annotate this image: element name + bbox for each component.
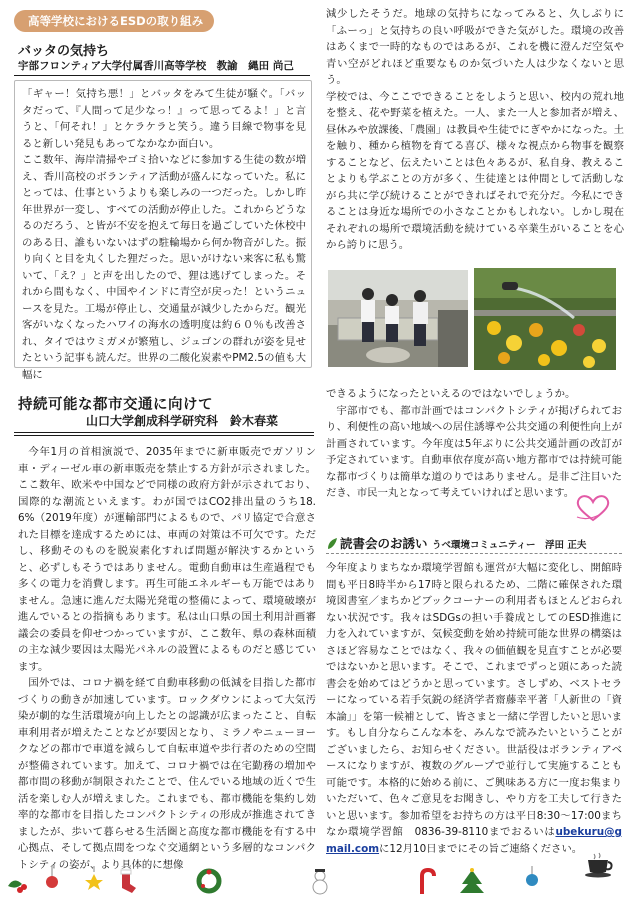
wreath-icon: [199, 870, 219, 892]
christmas-decoration-strip: [4, 866, 632, 896]
article-author-nawata: 宇部フロンティア大学付属香川高等学校 教諭 縄田 尚己: [18, 60, 294, 72]
article-body-grasshopper-continued: [326, 6, 624, 264]
paragraph: ここ数年、海岸清掃やゴミ拾いなどに参加する生徒の数が増え、香川高校のボランティア活動が盛んになっていた。私にとっては、仕事というよりも楽しみの一つだった。しかし昨年世界が一変し、すべての活動が停止した。これからどうなるのだろう、と皆が不安を抱えて毎日を過ごしていた休校中のある日、誰もいないはずの駐輪場から何か物音がした。振り向くと目を丸くした狸だった。思いがけない来客に私も驚いて、「え？」と声を出したので、狸は逃げてしまった。それから間もなく、中国やインドに青空が戻った！というニュースを見た。工場が停止し、交通量が減少したからだ。観光客がいなくなったハワイの海水の透明度は約６０％も改善され、タイではウミガメが繁殖し、ジュゴンの群れが姿を見せたという記事も読んだ。世界の二酸化炭素やPM2.5の値も大幅に: [22, 154, 306, 381]
contact-email-link[interactable]: ubekuru@gmail.com: [326, 826, 622, 855]
students-gardening-photo-image: [328, 270, 468, 367]
holly-icon: [8, 880, 27, 893]
snowman-icon: [313, 869, 327, 894]
candy-cane-icon: [422, 870, 434, 894]
paragraph: 「ギャー！気持ち悪！」とバッタをみて生徒が騒ぐ。「バッタだって、『人間って足少なっ！』って思ってるよ！」と言うと、「何それ！」とケラケラと笑う。違う目線で物事を見ると新しい発見もあってなかなか面白い。: [22, 88, 306, 150]
article-title-urban-transport: 持続可能な都市交通に向けて: [18, 397, 213, 413]
watering-flowers-photo-image: [474, 268, 616, 370]
article-author-suzuki: 山口大学創成科学研究科 鈴木春菜: [86, 414, 279, 428]
leaf-icon: [326, 537, 338, 551]
paragraph: 宇部市でも、都市計画ではコンパクトシティが掲げられており、利便性の高い地域への居住誘導や公共交通の利便性向上が計画されています。今年度は5年ぶりに公共交通計画の改訂が予定されています。自動車依存度が高い地方都市では持続可能な都市づくりは簡単な道のりではありません。是非ご注目いただき、市民一丸となって考えていければと思います。: [326, 404, 622, 499]
paragraph: 国外では、コロナ禍を経て自動車移動の低減を目指した都市づくりの動きが加速しています。ロックダウンによって大気汚染が劇的な生活環境が向上したとの認識が広まったこと、自転車利用者が増えたことなどが要因となり、ミラノやニューヨークなどの都市で車道を減らして自転車道や歩行者のための空間が整備されています。加えて、コロナ禍では在宅勤務の増加や都市間の移動が制限されたことで、住んでいる地域の近くで生活を楽しむ人が増えました。これまでも、都市機能を集約し効率的な都市を目指したコンパクトシティの形成が推進されてきましたが、歩いて暮らせる生活圏と高度な都市機能を有する中心拠点、そして拠点間をつなぐ交通網という多層的なコンパクトシティの姿が、より具体的に想像: [18, 677, 316, 871]
paragraph-closing: に12月10日までにその旨ご連絡ください。: [379, 842, 583, 855]
divider: [14, 435, 314, 436]
students-gardening-photo: [328, 270, 468, 367]
divider: [14, 432, 314, 433]
paragraph: [326, 560, 622, 857]
divider: [326, 553, 622, 554]
stocking-icon: [121, 870, 136, 893]
tree-icon: [460, 868, 484, 893]
paragraph: 今年1月の首相演説で、2035年までに新車販売でガソリン車・ディーゼル車の新車販売を禁止する方針が示されました。ここ数年、欧米や中国などで同様の政府方針が示されており、国際的な潮流といえます。わが国ではCO2排出量のうち18.6%（2019年度）が運輸部門によるもので、パリ協定で合意された目標を達成するためには、車両の対策は不可欠です。ただし、移動そのものを脱炭素化すれば問題が解決するかというと、必ずしもそうではありません。電動自動車は生産過程でも多くの電力を消費します。再生可能エネルギーも万能ではありません。急速に進んだ太陽光発電の整備によって、環境破壊が進んでいるとの指摘もあります。私は山口県の国土利用計画審議会の委員を仰せつかっていますが、ここ数年、県の森林面積の主な減少要因は太陽光パネルの設置によるものだと感じています。: [18, 446, 316, 673]
paragraph-text: 今年度よりまちなか環境学習館も運営が大幅に変化し、開館時間も平日8時半から17時と限られるため、二階に確保された環境図書室／まちかどブックコーナーの利用者もほとんどおられない状況です。我々はSDGsの担い手養成としてのESD推進に力を入れていますが、気候変動を始め持続可能な世界の構築はさほど容易なことではなく、我々の価値観を見直すことが必要ではないかと思います。そこで、これまでずっと頭にあった読書会を始めてはどうかと思っています。さしずめ、ベストセラーになっている若手気鋭の経済学者齋藤幸平著「人新世の「資本論」」を第一候補として、皆さまと一緒に学習したいと思います。もし自分ならこんな本を、みんなで読みたいということがございましたら、お知らせください。世話役はボランティアベースになりますが、複数のグループで並行して実施することも可能です。本格的に始める前に、ご興味ある方に一度お集まりいただいて、色々ご意見をお聞きし、やり方を工夫して行きたいと思います。参加希望をお持ちの方は平日8:30～17:00まちなか環境学習館 0836-39-8110までおるいは: [326, 562, 622, 838]
article-body-grasshopper: [22, 86, 306, 381]
section-banner: 高等学校におけるESDの取り組み: [14, 10, 214, 32]
christmas-ornament-icon: [526, 866, 538, 886]
watering-flowers-photo: [474, 268, 616, 370]
heart-icon: [573, 493, 613, 523]
article-body-urban-transport: [18, 444, 316, 870]
paragraph: 学校では、今ここでできることをしようと思い、校内の荒れ地を整え、花や野菜を植えた。一人、また一人と参加者が増え、昼休みや放課後、「農園」は教員や生徒でにぎやかになった。土を触り、種から植物を育てる喜び、様々な視点から物事を観察することなど、伝えたいことは色々あるが、私自身、教えることよりも学ぶことの方が多く、生徒達とは仲間として活動しながら共に学び続けることができればそれで充分だ。今私にできることは身近な場所での小さなことかもしれない。しかし現在それぞれの場所で環境活動を続けている卒業生がいることを心から誇りに思う。: [326, 90, 624, 251]
article-body-reading-club: [326, 560, 622, 872]
divider: [14, 75, 310, 76]
paragraph: できるようになったといえるのではないでしょうか。: [326, 388, 576, 400]
paragraph: 減少したそうだ。地球の気持ちになってみると、久しぶりに「ふーっ」と気持ちの良い呼吸ができた気がした。環境の改善はあくまで一時的なものではあるが、これを機に澄んだ空気や青い空がどれほど重要なものか気づいた人は少なくないと思う。: [326, 8, 624, 86]
article-title-reading-club: 読書会のお誘い: [340, 536, 428, 551]
article-title-grasshopper: バッタの気持ち: [18, 44, 110, 59]
article-author-ukita: うべ環境コミュニティー 浮田 正夫: [432, 540, 587, 551]
christmas-ornament-icon: [46, 866, 103, 890]
